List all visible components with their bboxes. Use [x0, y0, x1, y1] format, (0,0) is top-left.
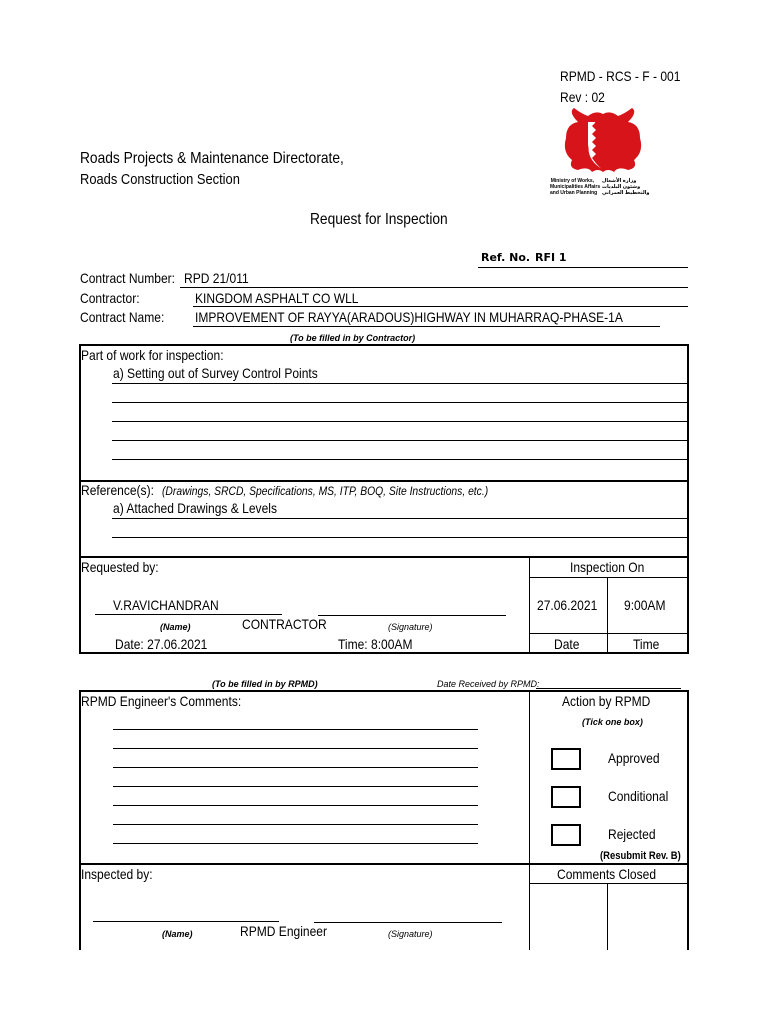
inspection-date: 27.06.2021 [537, 597, 598, 613]
conditional-checkbox[interactable] [551, 786, 581, 808]
approved-label: Approved [608, 750, 660, 766]
rejected-label: Rejected [608, 826, 656, 842]
inspected-by-label: Inspected by: [81, 866, 153, 882]
form-title: Request for Inspection [310, 211, 448, 228]
requester-role: CONTRACTOR [242, 616, 327, 632]
reference-item: a) Attached Drawings & Levels [113, 500, 277, 516]
comments-closed-label: Comments Closed [557, 866, 657, 882]
rejected-checkbox[interactable] [551, 824, 581, 846]
tick-note: (Tick one box) [582, 717, 643, 727]
form-code: RPMD - RCS - F - 001 [560, 68, 681, 84]
directorate-title: Roads Projects & Maintenance Directorate, [80, 150, 344, 167]
contractor-value: KINGDOM ASPHALT CO WLL [195, 290, 359, 306]
requester-name: V.RAVICHANDRAN [113, 597, 219, 613]
approved-checkbox[interactable] [551, 748, 581, 770]
part-of-work-item: a) Setting out of Survey Control Points [113, 365, 318, 381]
contractor-label: Contractor: [80, 290, 140, 306]
request-date: Date: 27.06.2021 [115, 636, 208, 652]
reference-hint: (Drawings, SRCD, Specifications, MS, ITP, BOQ, Site Instructions, etc.) [162, 484, 489, 498]
contract-name-label: Contract Name: [80, 309, 165, 325]
reference-label: Reference(s): [81, 482, 154, 498]
revision-label: Rev : 02 [560, 89, 605, 105]
inspection-time: 9:00AM [624, 597, 666, 613]
rpmd-name-caption: (Name) [162, 929, 193, 939]
name-caption: (Name) [160, 622, 191, 632]
logo-text-english: Ministry of Works, Municipalities Affairs and Urban Planning [550, 178, 601, 196]
rpmd-signature-caption: (Signature) [388, 929, 433, 939]
contract-number-value: RPD 21/011 [184, 270, 249, 286]
ref-label: Ref. No. [481, 251, 531, 264]
logo-text-arabic: وزارة الأشغال وشئون البلديات والتخطيط العمراني [602, 178, 650, 196]
action-by-rpmd-label: Action by RPMD [562, 693, 651, 709]
bahrain-coat-of-arms-icon [548, 108, 658, 176]
rpmd-fill-note: (To be filled in by RPMD) [212, 679, 318, 689]
requested-by-label: Requested by: [81, 559, 159, 575]
rpmd-engineer-role: RPMD Engineer [240, 923, 327, 939]
contract-number-label: Contract Number: [80, 270, 176, 286]
contractor-fill-note: (To be filled in by Contractor) [290, 333, 416, 343]
time-header: Time [633, 636, 660, 652]
contract-name-value: IMPROVEMENT OF RAYYA(ARADOUS)HIGHWAY IN MUHARRAQ-PHASE-1A [195, 309, 623, 325]
date-header: Date [554, 636, 580, 652]
section-title: Roads Construction Section [80, 171, 240, 188]
ministry-logo [548, 108, 658, 200]
rpmd-comments-label: RPMD Engineer's Comments: [81, 693, 242, 709]
part-of-work-label: Part of work for inspection: [81, 347, 224, 363]
resubmit-note: (Resubmit Rev. B) [600, 850, 681, 862]
signature-caption: (Signature) [388, 622, 433, 632]
request-time: Time: 8:00AM [338, 636, 413, 652]
conditional-label: Conditional [608, 788, 669, 804]
date-received-label: Date Received by RPMD: [437, 679, 540, 689]
ref-value: RFI 1 [535, 251, 567, 264]
inspection-on-label: Inspection On [570, 559, 645, 575]
